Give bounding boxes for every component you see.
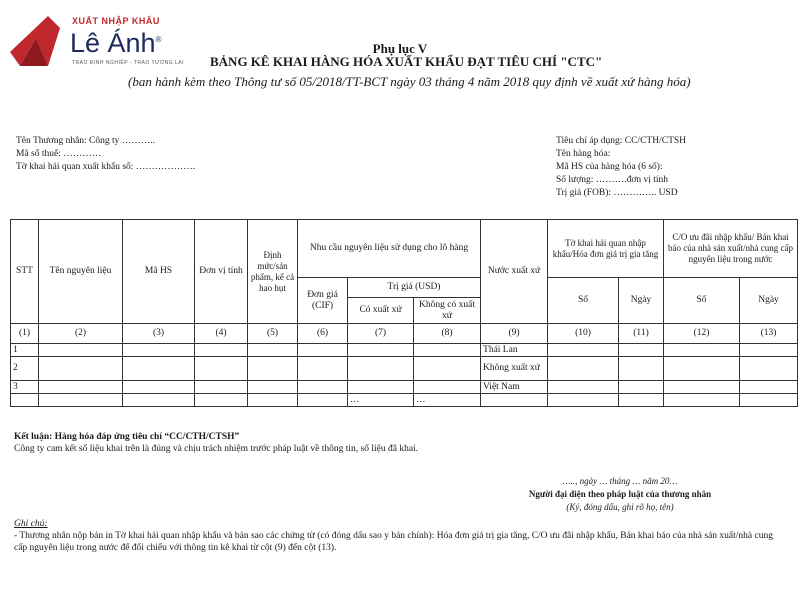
signature-title: Người đại diện theo pháp luật của thương nhân xyxy=(528,489,712,499)
conclusion-text: Công ty cam kết số liệu khai trên là đúng và chịu trách nhiệm trước pháp luật về thông tin, số liệu đã khai. xyxy=(14,444,419,454)
signature-block xyxy=(480,475,760,514)
total-row xyxy=(11,394,798,407)
header-co-preferential: C/O ưu đãi nhập khẩu/ Bản khai báo của nhà sản xuất/nhà cung cấp nguyên liệu trong nước xyxy=(664,220,798,278)
colnum: (2) xyxy=(39,324,123,344)
table-row xyxy=(11,381,798,394)
header-origin-country: Nước xuất xứ xyxy=(481,220,548,324)
info-left xyxy=(16,135,195,174)
goods-name-line: Tên hàng hóa: xyxy=(556,149,611,159)
logo-company-line: XUẤT NHẬP KHẨU xyxy=(72,16,160,26)
table-row xyxy=(11,344,798,357)
page-subtitle: (ban hành kèm theo Thông tư số 05/2018/TT-BCT ngày 03 tháng 4 năm 2018 quy định về xuất xứ hàng hóa) xyxy=(128,74,691,89)
logo-brand-name: Lê Ánh® xyxy=(70,28,162,58)
header-co-number: Số xyxy=(664,278,740,324)
conclusion-title: Kết luận: Hàng hóa đáp ứng tiêu chí “CC/CTH/CTSH” xyxy=(14,432,240,442)
colnum: (13) xyxy=(740,324,798,344)
notes xyxy=(14,518,788,554)
colnum: (7) xyxy=(348,324,414,344)
colnum: (8) xyxy=(414,324,481,344)
notes-label: Ghi chú: xyxy=(14,519,48,529)
header-material-need: Nhu cầu nguyên liệu sử dụng cho lô hàng xyxy=(298,220,481,278)
colnum: (4) xyxy=(195,324,248,344)
header-has-origin: Có xuất xứ xyxy=(348,298,414,324)
colnum: (1) xyxy=(11,324,39,344)
row-country: Thái Lan xyxy=(481,344,548,357)
header-hs-code: Mã HS xyxy=(123,220,195,324)
notes-text: - Thương nhân nộp bản in Tờ khai hải quan nhập khẩu và bản sao các chứng từ (có đóng dấu sao y bản chính): Hóa đơn giá trị gia tăng, C/O ưu đãi nhập khẩu, Bản khai báo của nhà sản xuất/nhà cung cấp nguyên liệu trong nước để đối chiếu với thông tin kê khai từ cột (9) đến cột (13). xyxy=(14,531,773,553)
fob-value-line: Trị giá (FOB): ………….. USD xyxy=(556,188,678,198)
colnum: (11) xyxy=(619,324,664,344)
declaration-table xyxy=(10,219,798,407)
trader-name-line: Tên Thương nhân: Công ty ……….. xyxy=(16,136,156,146)
header-material-name: Tên nguyên liệu xyxy=(39,220,123,324)
header-invoice-number: Số xyxy=(548,278,619,324)
appendix-label: Phụ lục V xyxy=(372,41,428,56)
table-row xyxy=(11,357,798,381)
row-stt: 2 xyxy=(11,357,39,381)
header-unit-price: Đơn giá (CIF) xyxy=(298,278,348,324)
header-co-date: Ngày xyxy=(740,278,798,324)
header-unit: Đơn vị tính xyxy=(195,220,248,324)
colnum: (5) xyxy=(248,324,298,344)
colnum: (6) xyxy=(298,324,348,344)
colnum: (10) xyxy=(548,324,619,344)
colnum: (3) xyxy=(123,324,195,344)
signature-date-line: ….., ngày … tháng … năm 20… xyxy=(562,476,678,486)
signature-note: (Ký, đóng dấu, ghi rõ họ, tên) xyxy=(566,502,674,512)
header-stt: STT xyxy=(11,220,39,324)
conclusion xyxy=(14,431,418,455)
row-country: Không xuất xứ xyxy=(481,357,548,381)
colnum: (12) xyxy=(664,324,740,344)
row-stt: 1 xyxy=(11,344,39,357)
export-declaration-line: Tờ khai hải quan xuất khẩu số: ………………. xyxy=(16,162,196,172)
page-title: BẢNG KÊ KHAI HÀNG HÓA XUẤT KHẨU ĐẠT TIÊU CHÍ "CTC" xyxy=(210,54,603,69)
column-number-row xyxy=(11,324,798,344)
total-has-origin: … xyxy=(348,394,414,407)
total-no-origin: … xyxy=(414,394,481,407)
logo-tagline: TRAO ĐỊNH NGHIỆP - TRAO TƯƠNG LAI xyxy=(72,60,185,66)
row-stt: 3 xyxy=(11,381,39,394)
hs-code-line: Mã HS của hàng hóa (6 số): xyxy=(556,162,663,172)
colnum: (9) xyxy=(481,324,548,344)
header-invoice-date: Ngày xyxy=(619,278,664,324)
header-no-origin: Không có xuất xứ xyxy=(414,298,481,324)
tax-code-line: Mã số thuế: ………… xyxy=(16,149,102,159)
quantity-line: Số lượng: ……….đơn vị tính xyxy=(556,175,669,185)
criteria-line: Tiêu chí áp dụng: CC/CTH/CTSH xyxy=(556,136,687,146)
header-vat-invoice: Tờ khai hải quan nhập khẩu/Hóa đơn giá trị gia tăng xyxy=(548,220,664,278)
header-value-usd: Trị giá (USD) xyxy=(348,278,481,298)
row-country: Việt Nam xyxy=(481,381,548,394)
header-norm: Định mức/sản phẩm, kể cả hao hụt xyxy=(248,220,298,324)
info-right xyxy=(556,135,686,200)
